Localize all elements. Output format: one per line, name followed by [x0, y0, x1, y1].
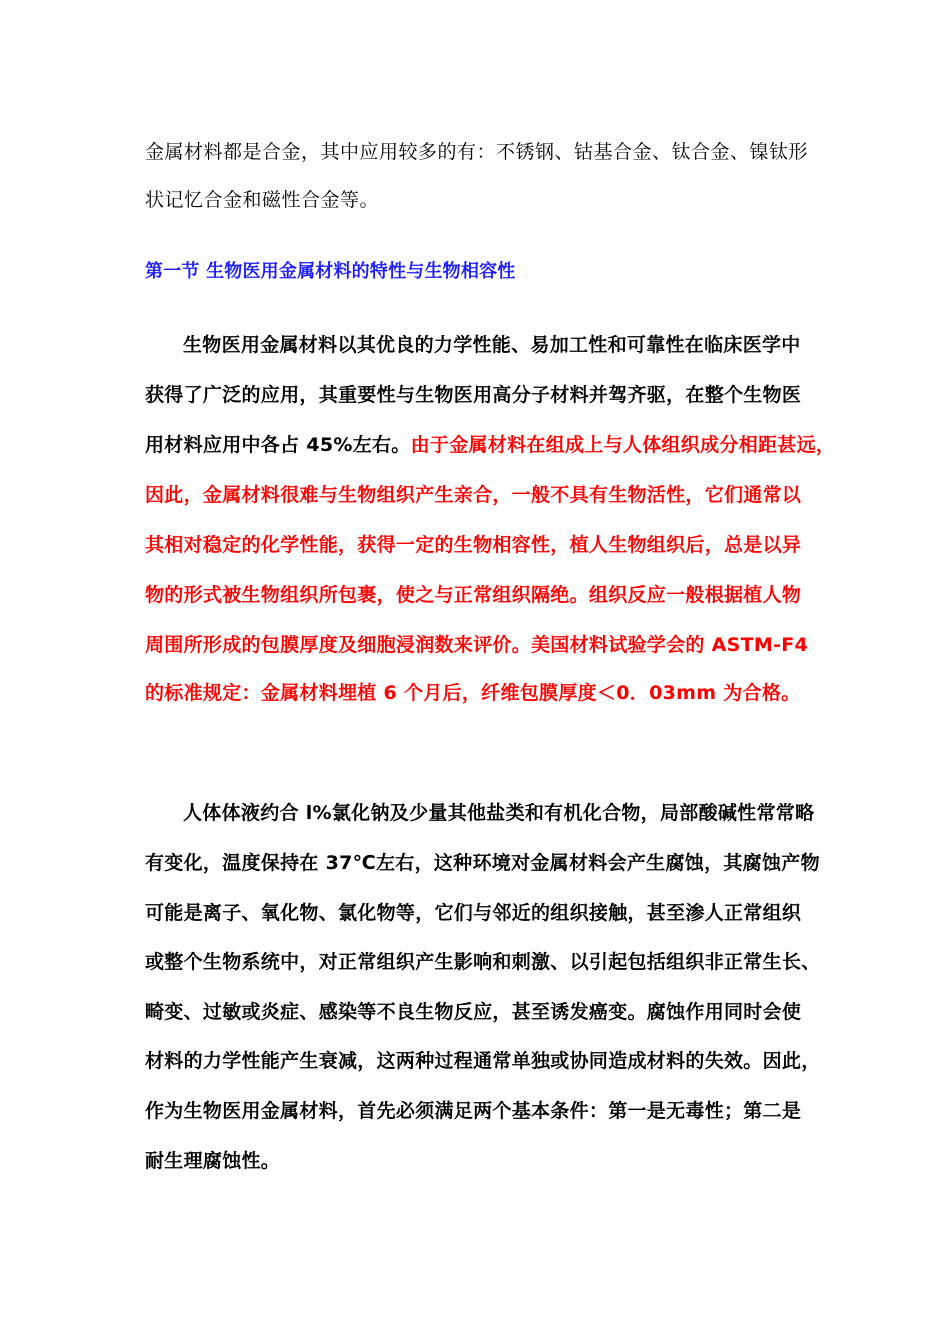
paragraph2-line-2: 有变化，温度保持在 37℃左右，这种环境对金属材料会产生腐蚀，其腐蚀产物: [145, 852, 820, 874]
paragraph2-line-8: 耐生理腐蚀性。: [145, 1150, 281, 1172]
paragraph2-line-4: 或整个生物系统中，对正常组织产生影响和刺激、以引起包括组织非正常生长、: [145, 951, 821, 973]
paragraph2-line-5: 畸变、过敏或炎症、感染等不良生物反应，甚至诱发癌变。腐蚀作用同时会使: [145, 1001, 802, 1023]
paragraph2-line-7: 作为生物医用金属材料，首先必须满足两个基本条件：第一是无毒性；第二是: [145, 1100, 802, 1122]
paragraph1-emphasis-line-5: 的标准规定：金属材料埋植 6 个月后，纤维包膜厚度＜0．03mm 为合格。: [145, 682, 801, 704]
paragraph1-line-3-emphasis: 由于金属材料在组成上与人体组织成分相距甚远，: [410, 434, 836, 456]
paragraph1-line-3: [145, 432, 835, 458]
paragraph1-line-2: 获得了广泛的应用，其重要性与生物医用高分子材料并驾齐驱，在整个生物医: [145, 384, 802, 406]
paragraph2-line-6: 材料的力学性能产生衰减，这两种过程通常单独或协同造成材料的失效。因此，: [145, 1050, 821, 1072]
paragraph1-line-1: 生物医用金属材料以其优良的力学性能、易加工性和可靠性在临床医学中: [183, 334, 801, 356]
paragraph1-emphasis-line-4: 周围所形成的包膜厚度及细胞浸润数来评价。美国材料试验学会的 ASTM-F4: [145, 634, 809, 656]
paragraph1-emphasis-line-3: 物的形式被生物组织所包裹，使之与正常组织隔绝。组织反应一般根据植人物: [145, 584, 802, 606]
intro-line-1: 金属材料都是合金，其中应用较多的有：不锈钢、钴基合金、钛合金、镍钛形: [145, 141, 809, 163]
section-heading: 第一节 生物医用金属材料的特性与生物相容性: [145, 261, 516, 282]
paragraph1-line-3-text: 用材料应用中各占 45%左右。: [145, 434, 411, 456]
paragraph1-emphasis-line-2: 其相对稳定的化学性能，获得一定的生物相容性，植人生物组织后，总是以异: [145, 534, 802, 556]
paragraph2-line-1: 人体体液约合 l%氯化钠及少量其他盐类和有机化合物，局部酸碱性常常略: [183, 802, 815, 824]
paragraph2-line-3: 可能是离子、氧化物、氯化物等，它们与邻近的组织接触，甚至渗人正常组织: [145, 902, 802, 924]
paragraph1-emphasis-line-1: 因此，金属材料很难与生物组织产生亲合，一般不具有生物活性，它们通常以: [145, 484, 802, 506]
intro-line-2: 状记忆合金和磁性合金等。: [145, 189, 380, 211]
